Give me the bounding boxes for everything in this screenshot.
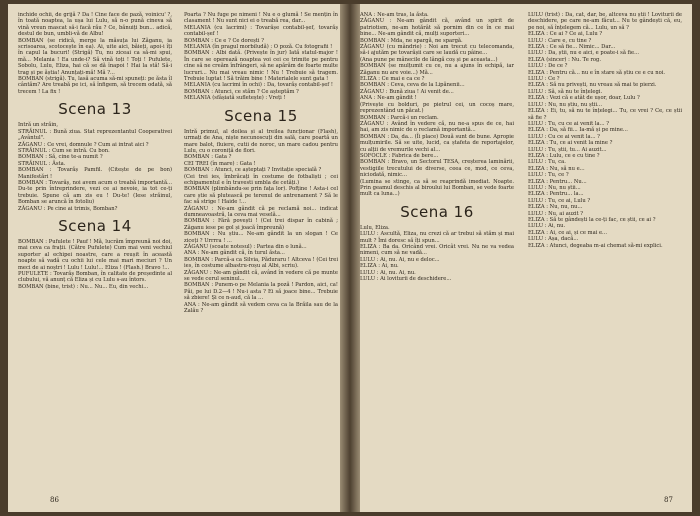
- text-paragraph: STRĂINUL : Ăsta.: [18, 160, 66, 167]
- left-column-2: [184, 12, 338, 314]
- text-paragraph: LULU : Tu, ca.: [528, 159, 566, 166]
- book-gutter: [340, 4, 360, 512]
- text-paragraph: PUFULETE : Tovarăș Bomban, în calitate de președinte al clubului, vă anunț că Eliza și cu Lulu s-au întors.: [18, 271, 172, 284]
- text-paragraph: BOMBAN : Atunci, ce așteptați ? Invitație specială ?: [184, 167, 322, 174]
- text-paragraph: LULU : Așa, dacă...: [528, 236, 579, 243]
- text-paragraph: ELIZA : Ai, ce ai, și ce mai e...: [528, 229, 607, 236]
- text-paragraph: MELANIA (cu lacrimi) : Tovarășe contabil-șef, tovarăș contabil-șef !: [184, 24, 338, 38]
- text-paragraph: LULU : Nu, nu știu, nu știi...: [528, 101, 603, 108]
- text-paragraph: BOMBAN : Pufulete ! Pauf ! Mă, lucrăm împreună noi doi, mai ceva ca frații. (Către Pufulete) Cum mai veni vechiul suporter al echipei noastre, care a reușit în această noapte să vadă cu ochii lui cele mai mari meciuri ? Un meci de ai noștri ! Lulu ! Lulu!... Eliza ! (Flash.) Bravo !...: [18, 238, 172, 271]
- right-page: [352, 4, 692, 512]
- text-paragraph: LULU : Nu, ai auzit ?: [528, 210, 584, 217]
- text-paragraph: ELIZA : Tu, ce ai venit la mine ?: [528, 140, 613, 147]
- text-paragraph: LULU : Tu, știi, tu... Ai auzit...: [528, 146, 607, 153]
- text-paragraph: Intră primul, al doilea și al treilea funcționar (Flash), urmați de Ana, niște necunoscuți din sală, care poartă un mare balot, fluiere, cutii de noroc, un mare cadou pentru Lulu, cu o coroniță de flori.: [184, 128, 338, 154]
- text-paragraph: MELANIA (în pragul morbiludă) : O poză. Cu fotografii !: [184, 44, 333, 51]
- text-paragraph: LULU : Ai loviturii de deschidere...: [360, 276, 452, 283]
- text-paragraph: LULU : Ai, nu. Ai, nu.: [360, 269, 416, 276]
- text-paragraph: ELIZA : Ai, nu.: [360, 263, 399, 270]
- left-col1-bot: [18, 239, 172, 290]
- text-paragraph: LULU : Ascultă, Eliza, nu crezi că ar trebui să stăm și mai mult ? Îmi doresc să îți spun...: [360, 231, 514, 244]
- text-paragraph: ELIZA : Ce mai e ca ce ?: [360, 76, 425, 83]
- text-paragraph: ANA : Ne-am gândit !: [360, 95, 417, 102]
- left-col2-mid: [184, 129, 338, 206]
- text-paragraph: ZĂGANU : Ce vrei, domnule ? Cum ai intrat aici ?: [18, 141, 149, 148]
- text-paragraph: ZĂGANU : Pe cine ai trimis, Bomban?: [18, 205, 118, 212]
- text-paragraph: ELIZA : Ba da. Oricând vrei. Oricât vrei. Nu ne va vedea nimeni, cum să ne vadă...: [360, 244, 514, 257]
- text-paragraph: BOMBAN : Nu știu... Ne-am gândit la un slogan ! Ce ziceți ? Urrrra ! ...: [184, 231, 338, 244]
- text-paragraph: CEI TREI (în mare) : Gata !: [184, 160, 256, 167]
- text-paragraph: LULU : Cu ce ai venit la... ?: [528, 133, 600, 140]
- text-paragraph: LULU : Ce ?: [528, 76, 560, 83]
- text-paragraph: ELIZA : Ei, tu, să nu te înțelegi... Tu, ce vrei ? Ce, ce știi să fie ?: [528, 108, 682, 121]
- scene-16-heading: Scena 16: [400, 202, 474, 221]
- text-paragraph: LULU : Ai, nu. Ai, nu e deloc...: [360, 256, 440, 263]
- text-paragraph: BOMBAN (plimbându-se prin fața lor). Pofține ! Asta-i cel care știe să plutească pe terenul de antrenament ? Să le fac să strige ! Haide !...: [184, 186, 338, 206]
- text-paragraph: ZĂGANU : Ne-am gândit că, având un spirit de patriotism, ne-am hotărât să pornim din ce în ce mai bine... Ne-am gândit că, mulți suporteri...: [360, 18, 514, 38]
- text-paragraph: BOMBAN : Punem-o pe Melania la poză ! Pardon, aici, ca! Păi, pe lui D.2—4 ! Nu-i asta ? Ei să joace bine... Trebuie să zbiere! Și ce n-aud, că la ...: [184, 282, 338, 302]
- text-paragraph: MELANIA (cu lacrimi în ochi) : Da, tovarăș contabil-șef !: [184, 82, 333, 89]
- text-paragraph: ELIZA : Lulu, ce e cu tine ?: [528, 152, 600, 159]
- text-paragraph: (Privește cu bolduri, pe pietrul cei, un cocoș mare, reprezentând un păcat.): [360, 101, 514, 115]
- scene-14-heading: Scena 14: [58, 216, 132, 235]
- text-paragraph: STRĂINUL : Cum se intră. Cu bon.: [18, 147, 110, 154]
- text-paragraph: BOMBAN (bine, trist) : Nu... Nu... Eu, din vechi...: [18, 283, 149, 290]
- right-col1-bot: [360, 225, 514, 283]
- text-paragraph: ELIZA : Vezi că e atât de ușor, doar, Lulu ?: [528, 95, 640, 102]
- text-paragraph: BOMBAN : Albi dată. (Privește în jur) Iată statul-major ! În care se operează noaptea voi cei ce trimite pe pentru cine să ne creăm înfrângeri, să ne apărăm de foarte multe lucruri... Nu mai vreau nimic ! Nu ! Trebuie să tragem. Trebuie luptat ! Să trăim bine ! Materialele sunt gata !: [184, 50, 338, 83]
- right-col1-mid: [360, 102, 514, 198]
- text-paragraph: BOMBAN : Să, cine te-a numit ?: [18, 154, 103, 161]
- left-col2-top: [184, 12, 338, 102]
- text-paragraph: ANA : Ne-am gândit să vedem ceva ca la Brăila sau de la Zalău ?: [184, 301, 338, 315]
- text-paragraph: ANA : Ne-am tras, la ăsta.: [360, 12, 429, 18]
- text-paragraph: LULU : Care e, cu tine ?: [528, 37, 592, 44]
- text-paragraph: LULU : Tu, ce ai, Lulu ?: [528, 197, 591, 204]
- text-paragraph: LULU : Ai, nu.: [528, 223, 566, 230]
- text-paragraph: Lulu, Eliza.: [360, 224, 390, 231]
- text-paragraph: ANA : Ne-am gândit că, în turul ăsta...: [184, 250, 285, 257]
- text-paragraph: BOMBAN : Fără povești ! (Cei trei dispar în cabină ; Zăganu iese pe gol și joacă împreună): [184, 218, 338, 231]
- text-paragraph: ZĂGANU : Ne-am gândit că, având în vedere că pe munte se vede cerul seninul...: [184, 269, 338, 283]
- left-column-1: [18, 12, 172, 290]
- text-paragraph: ELIZA : Pentru că... nu e în stare să știu ce e cu noi.: [528, 69, 666, 76]
- right-col2-top: [528, 12, 682, 147]
- text-paragraph: ZĂGANU : Bună ziua ! Ai venit de...: [360, 88, 454, 95]
- text-paragraph: ELIZA : Ce ai ? Ce ai, Lulu ?: [528, 31, 603, 38]
- left-col1-top: [18, 12, 172, 95]
- text-paragraph: BOMBAN : Parcă-i un reclam.: [360, 114, 439, 121]
- text-paragraph: ZĂGANU : Având în vedere că, nu ne-a spus de ce, hai hai, am zis nimic de o reclamă importantă...: [360, 120, 514, 134]
- right-column-2: [528, 12, 682, 249]
- scene-13-heading: Scena 13: [58, 100, 132, 119]
- right-col2-bot: [528, 147, 682, 250]
- text-paragraph: BOMBAN (strigă). Tu, lasă acuma să-mi spuneți: pe ăsta îl cântăm? Are treabă pe ici, să înfigem, să trecem odată, să trecem ! La fix !: [18, 76, 172, 95]
- text-paragraph: LULU : Tu, cu ce ai venit la... ?: [528, 120, 609, 127]
- text-paragraph: ELIZA : Pentru... la...: [528, 191, 584, 198]
- text-paragraph: LULU : Tu, ce ?: [528, 172, 569, 179]
- text-paragraph: ELIZA (sincer) : Nu. Te rog.: [528, 56, 602, 63]
- text-paragraph: Intră un străin,: [18, 122, 58, 129]
- text-paragraph: BOMBAN : Da, da... (Îi place) Două sunt de bune. Apropie mulțumirile. Să se uite, lucid, ca ștafeta de reportajelor, cu alții de vremurile vechi al...: [360, 133, 514, 153]
- text-paragraph: SOFOCLE : Fabrica de bere...: [360, 152, 439, 159]
- text-paragraph: ELIZA : Să te gândești la ce-ți fac, ce știi, ce ai ?: [528, 217, 656, 223]
- text-paragraph: LULU : De ce ?: [528, 63, 568, 70]
- text-paragraph: BOMBAN : Tovarăș Pamfil. (Citește de pe bon) Manifestări !: [18, 167, 172, 180]
- page-number: 87: [664, 496, 673, 504]
- text-paragraph: (Cei trei ies, îmbrăcați în costume de fotbaliști ; cei echipamentul e în travesti umbla de cetăți.): [184, 173, 338, 186]
- text-paragraph: ELIZA : Ce să fie... Nimic... Dar...: [528, 44, 616, 51]
- text-paragraph: ELIZA : Nu, să nu e...: [528, 165, 585, 172]
- text-paragraph: LULU (trist) : Da, cat, dar, be, altceva nu știi ! Loviturii de deschidere, pe care ne-am făcut... Nu te gândești că, eu, pe noi, să înțelegem că... Lulu, un să ?: [528, 12, 682, 31]
- text-paragraph: LULU : Nu, nu știi...: [528, 184, 581, 191]
- left-page: [8, 4, 348, 512]
- text-paragraph: ELIZA : Nu, nu, nu...: [528, 204, 583, 211]
- text-paragraph: (Lumina se stinge, ca să se reaprindă imediat. Noapte. Prin geamul deschis al biroului lui Bomban, se vede foarte mult ca luna...): [360, 178, 514, 198]
- text-paragraph: BOMBAN : Ceva, ceva de la Lipănenii...: [360, 82, 465, 89]
- text-paragraph: Poarta ? Nu fuge pe nimeni ! Nu e o glumă ! Se mențin în clasament ! Nu sunt nici ei o treabă rea, dar...: [184, 12, 338, 25]
- text-paragraph: LULU : Să, să nu te înțelegi.: [528, 88, 603, 95]
- text-paragraph: ZĂGANU : Ne-am gândit că pe reclamă noi... indicat dumneavoastră, la ceva mai veselă...: [184, 205, 338, 218]
- text-paragraph: ELIZA : Să nu privești, nu vreau să mai te pierzi.: [528, 82, 657, 89]
- text-paragraph: ELIZA : Atunci, degeaba m-ai chemat să-mi explici.: [528, 242, 663, 249]
- right-column-1: [360, 12, 514, 282]
- text-paragraph: ZĂGANU (scoate notesul) : Partea din o lună...: [184, 244, 307, 250]
- text-paragraph: BOMBAN : Parcă-a ca Silvia, Păduraru ! Altceva ! (Cei trei ies, în costume albastru-roșu al Albi, scriu).: [184, 256, 338, 270]
- text-paragraph: BOMBAN : Atunci, ce stăm ? Ce așteptăm ?: [184, 88, 299, 95]
- page-number: 86: [50, 496, 59, 504]
- text-paragraph: LULU : Da, știi, nu e aici, e poate-i să fie...: [528, 50, 640, 57]
- text-paragraph: BOMBAN : Tovarăș, noi avem acum o treabă importantă... Du-te prin întreprindere, vezi ce ai nevoie, ia tot ce-ți trebuie. Spune că am zis eu ! Du-te! (Iese străinul, Bomban se aruncă în fotoliu): [18, 179, 172, 206]
- text-paragraph: BOMBAN (se ridică, merge la măsuța lui Zăganu, ia scrisoarea, scotocește în ea). Ai, uite aici, băieți, apoi-i îți în capul la bucuri! (Strigă) Tu, nu ziceai ca să-mi spui, mă... Melania ! Ea unde-i? Să vină toți ! Toți ! Pufulete, Sobolu, Lulu, Eliza, hai că se dă înapoi ! Hai la stă! Să-i trag și pe ăștia! Anunțați-mă! Mă ?...: [18, 37, 172, 76]
- text-paragraph: (Ana pune pe mânecile de lângă coș și pe aceasta...): [360, 56, 498, 63]
- text-paragraph: ELIZA : Da, să fii... Ia-mă și pe mine...: [528, 127, 628, 134]
- text-paragraph: ZĂGANU (cu mândrie) : Noi am trecut cu telecomanda, să-i ajutăm pe tovarășii care se laudă cu pâine...: [360, 44, 514, 57]
- text-paragraph: BOMBAN : Bravo, un Sectorul TESA, creșterea laminării, vestigiile trecutului de diverse, ceea ce, mod, ce ceva, niciodată, nimic...: [360, 159, 514, 179]
- text-paragraph: BOMBAN (se mulțumit cu ce, nu a ajuns în echipă, iar Zăganu nu are voie...) Mă...: [360, 63, 514, 76]
- text-paragraph: BOMBAN : Gata ?: [184, 154, 232, 161]
- right-col1-top: [360, 12, 514, 102]
- text-paragraph: BOMBAN : Mda, ne spargă, ne spargă.: [360, 37, 463, 44]
- text-paragraph: STRĂINUL : Bună ziua. Stat reprezentantul Cooperativei „Avântul".: [18, 128, 172, 142]
- scene-15-heading: Scena 15: [224, 106, 298, 125]
- left-col1-mid: [18, 122, 172, 212]
- text-paragraph: ELIZA : Pentru... Nu...: [528, 178, 587, 185]
- left-col2-bot: [184, 206, 338, 315]
- text-paragraph: MELANIA (sfâșiată sufletește) : Vreți !: [184, 95, 286, 102]
- text-paragraph: BOMBAN : Ce e ? Ce dorești ?: [184, 37, 264, 44]
- text-paragraph: inchide ochii, de grijă ? Da ! Cine face de pază, voinicu' ?, în toată noaptea, la ușa lui Lulu, să n-o pună cineva să vină vreun mascat să-i facă rău ? Ce, bănuiți bun... adică, destul de bun, umbli-vă de Albu!: [18, 12, 172, 38]
